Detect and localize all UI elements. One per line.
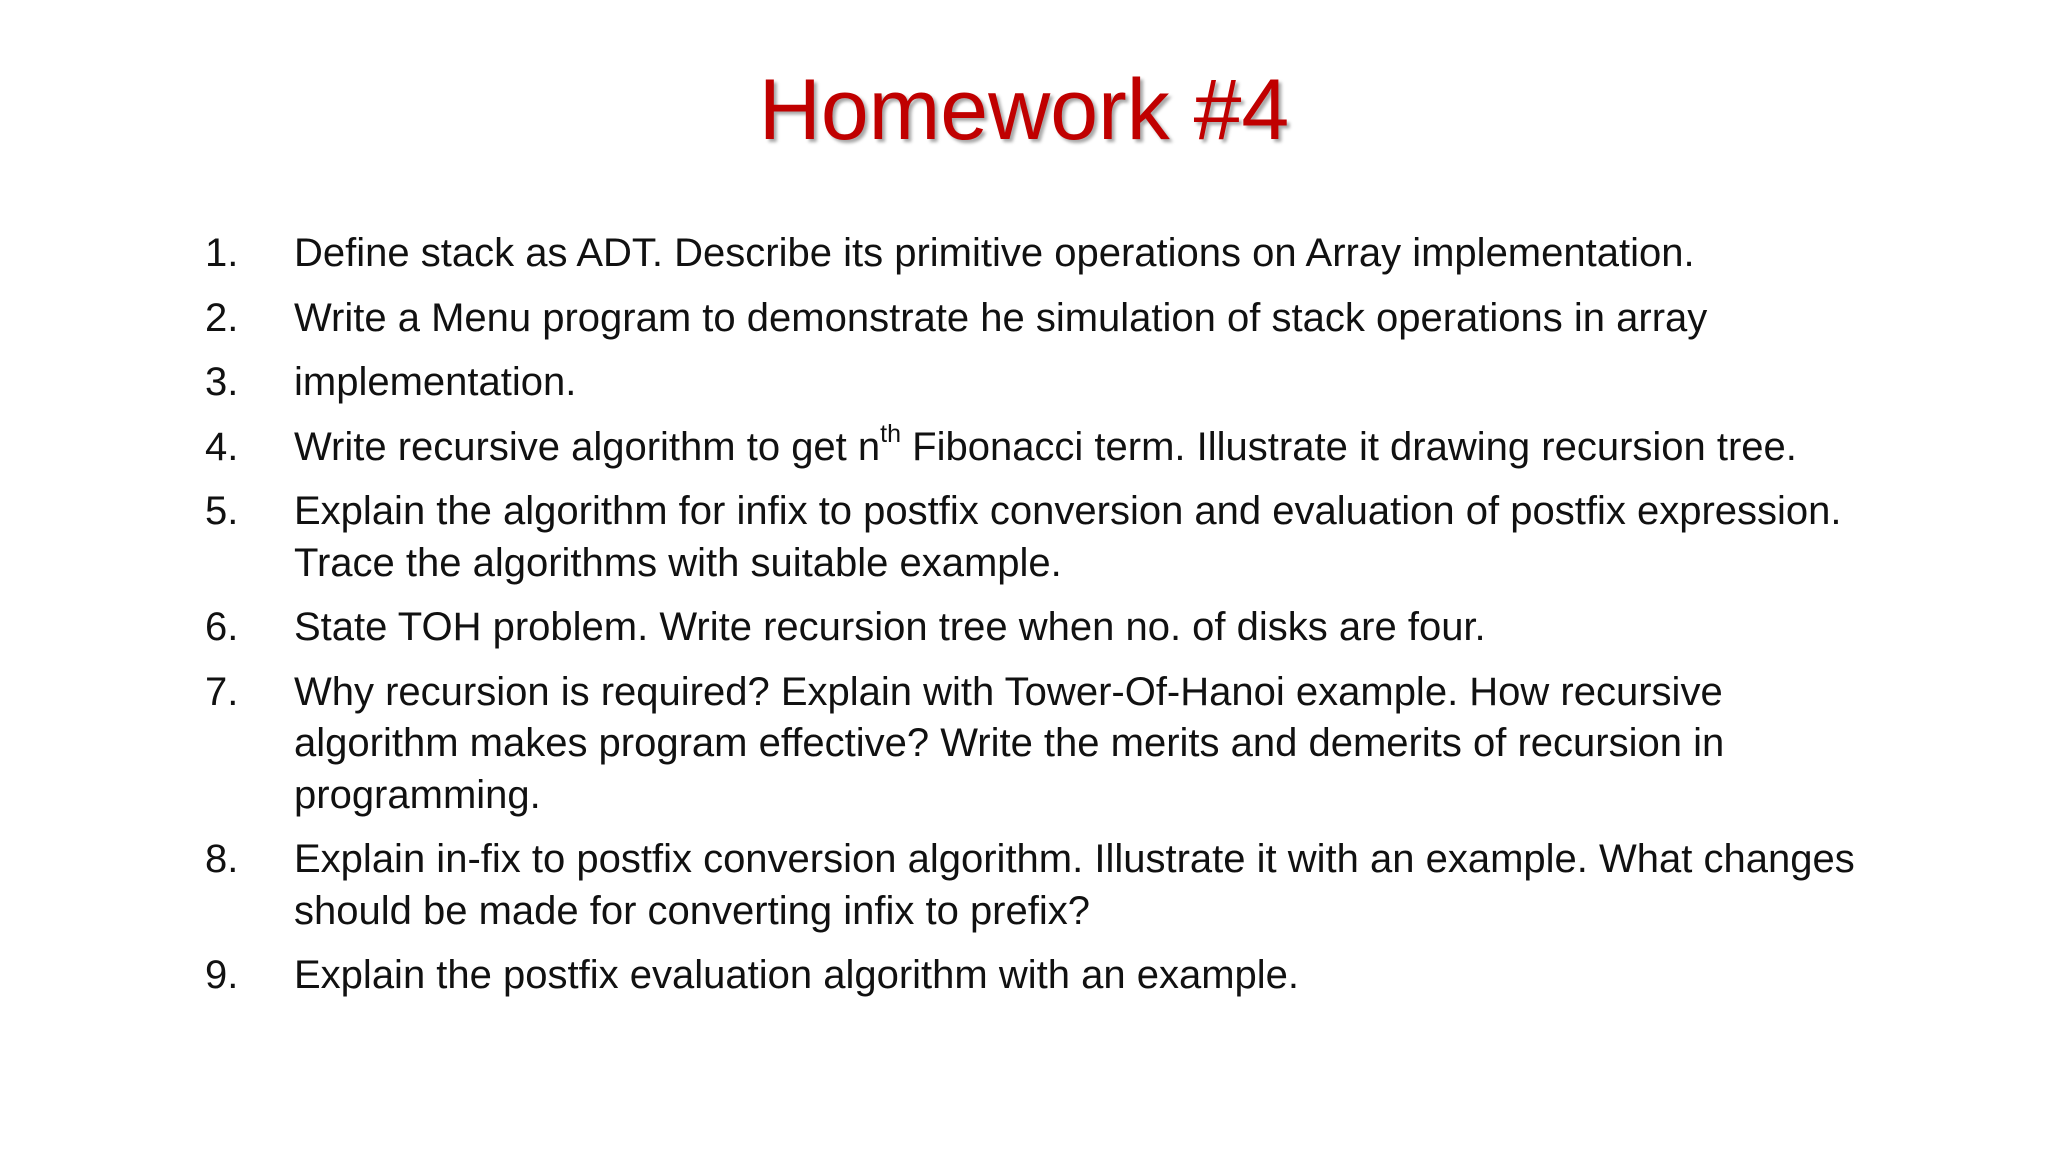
- homework-list: [205, 228, 1885, 1015]
- list-item: [205, 834, 1885, 937]
- list-item: [205, 357, 1885, 409]
- item-text: Explain the algorithm for infix to postfix conversion and evaluation of postfix expression. Trace the algorithms with suitable example.: [294, 489, 1842, 585]
- item-text: State TOH problem. Write recursion tree when no. of disks are four.: [294, 605, 1486, 649]
- item-number: 9.: [205, 953, 239, 997]
- item-text: Explain the postfix evaluation algorithm with an example.: [294, 953, 1299, 997]
- item-text: Explain in-fix to postfix conversion algorithm. Illustrate it with an example. What changes should be made for converting infix to prefix?: [294, 837, 1855, 933]
- list-item: [205, 486, 1885, 589]
- list-item: [205, 602, 1885, 654]
- item-number: 4.: [205, 424, 239, 469]
- item-text: implementation.: [294, 360, 577, 404]
- item-number: 1.: [205, 231, 239, 275]
- item-number: 3.: [205, 360, 239, 404]
- list-item: [205, 293, 1885, 345]
- item-text-before: Write recursive algorithm to get n: [294, 424, 881, 469]
- item-number: 7.: [205, 669, 239, 714]
- list-item: [205, 667, 1885, 822]
- list-item: [205, 950, 1885, 1002]
- item-number: 5.: [205, 489, 239, 533]
- item-text: Why recursion is required? Explain with Tower-Of-Hanoi example. How recursive algorithm makes program effective? Write the merits and demerits of recursion in programming.: [294, 669, 1725, 817]
- item-number: 8.: [205, 837, 239, 881]
- list-item: [205, 228, 1885, 280]
- item-text: Define stack as ADT. Describe its primitive operations on Array implementation.: [294, 231, 1695, 275]
- item-superscript: th: [880, 420, 902, 449]
- item-number: 6.: [205, 605, 239, 649]
- list-item: [205, 422, 1885, 474]
- item-text: Write a Menu program to demonstrate he simulation of stack operations in array: [294, 295, 1708, 340]
- item-number: 2.: [205, 295, 239, 340]
- slide-title: Homework #4: [758, 62, 1290, 158]
- item-text-after: Fibonacci term. Illustrate it drawing recursion tree.: [901, 424, 1797, 469]
